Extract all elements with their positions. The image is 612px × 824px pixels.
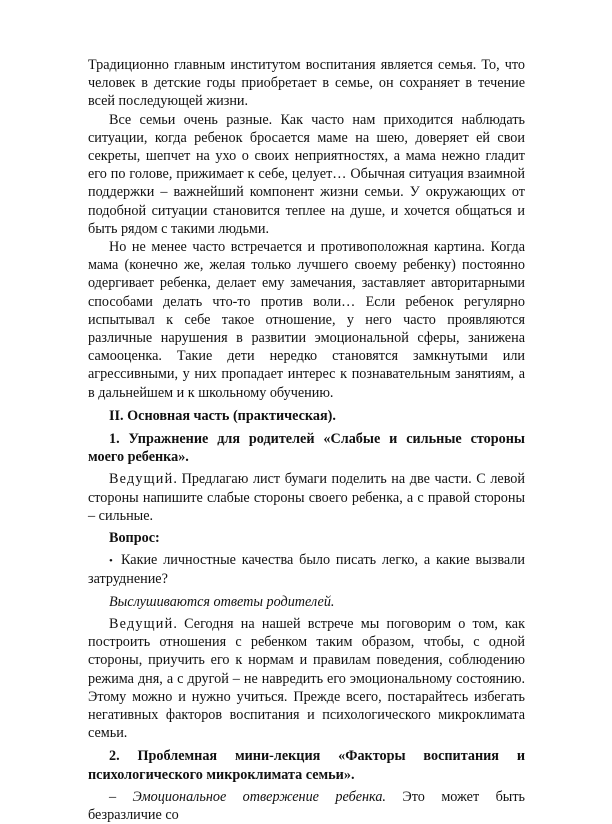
- leader-paragraph-2: [88, 615, 525, 742]
- question-text: Какие личностные качества было писать легко, а какие вызвали затруднение?: [88, 552, 525, 588]
- intro-paragraph-2: Все семьи очень разные. Как часто нам приходится наблюдать ситуации, когда ребенок бросается маме на шею, доверяет ей свои секреты, шепчет на ухо о своих неприятностях, а мама нежно гладит его по голове, прижимает к себе, целует… Обычная ситуация взаимной поддержки – важнейший компонент жизни семьи. У окружающих от подобной ситуации становится теплее на душе, и хочется общаться и быть рядом с такими людьми.: [88, 111, 525, 237]
- leader-paragraph-1: [88, 470, 525, 525]
- leader-text: . Предлагаю лист бумаги поделить на две части. С левой стороны напишите слабые стороны своего ребенка, а с правой стороны – сильные.: [88, 471, 525, 524]
- intro-paragraph-3: Но не менее часто встречается и противоположная картина. Когда мама (конечно же, желая только лучшего своему ребенку) постоянно одергивает ребенка, делает ему замечания, заставляет авторитарными способами делать что-то против воли… Если ребенок регулярно испытывал к себе такое отношение, у него часто проявляются различные нарушения в развитии эмоциональной сферы, занижена самооценка. Такие дети нередко становятся замкнутыми или агрессивными, у них пропадает интерес к познавательным занятиям, а в дальнейшем и к школьному обучению.: [88, 239, 525, 401]
- leader-label: Ведущий: [109, 471, 174, 488]
- factor-paragraph: [88, 788, 525, 824]
- bullet-icon: •: [109, 555, 113, 568]
- factor-dash: –: [109, 788, 133, 805]
- answers-note: Выслушиваются ответы родителей.: [109, 593, 335, 610]
- intro-paragraph-1: Традиционно главным институтом воспитания является семья. То, что человек в детские годы приобретает в семье, он сохраняет в течение всей последующей жизни.: [88, 57, 525, 110]
- section-heading: II. Основная часть (практическая).: [109, 407, 336, 424]
- document-body: [88, 56, 525, 824]
- leader-text: . Сегодня на нашей встрече мы поговорим о том, как построить отношения с ребенком таким образом, чтобы, с одной стороны, приучить его к нормам и правилам поведения, соблюдению режима дня, а с другой – не навредить его эмоциональному состоянию. Этому можно и нужно учиться. Прежде всего, постарайтесь избегать негативных факторов воспитания и психологического микроклимата семьи.: [88, 615, 525, 742]
- question-bullet: [88, 551, 525, 588]
- factor-text: Это может быть безразличие со: [88, 788, 525, 823]
- lecture-heading: 2. Проблемная мини-лекция «Факторы воспитания и психологического микроклимата семьи».: [88, 748, 525, 783]
- leader-label: Ведущий: [109, 615, 174, 632]
- question-label: Вопрос:: [109, 530, 160, 547]
- exercise-heading: 1. Упражнение для родителей «Слабые и сильные стороны моего ребенка».: [88, 431, 525, 466]
- factor-term: Эмоциональное отвержение ребенка.: [132, 788, 386, 805]
